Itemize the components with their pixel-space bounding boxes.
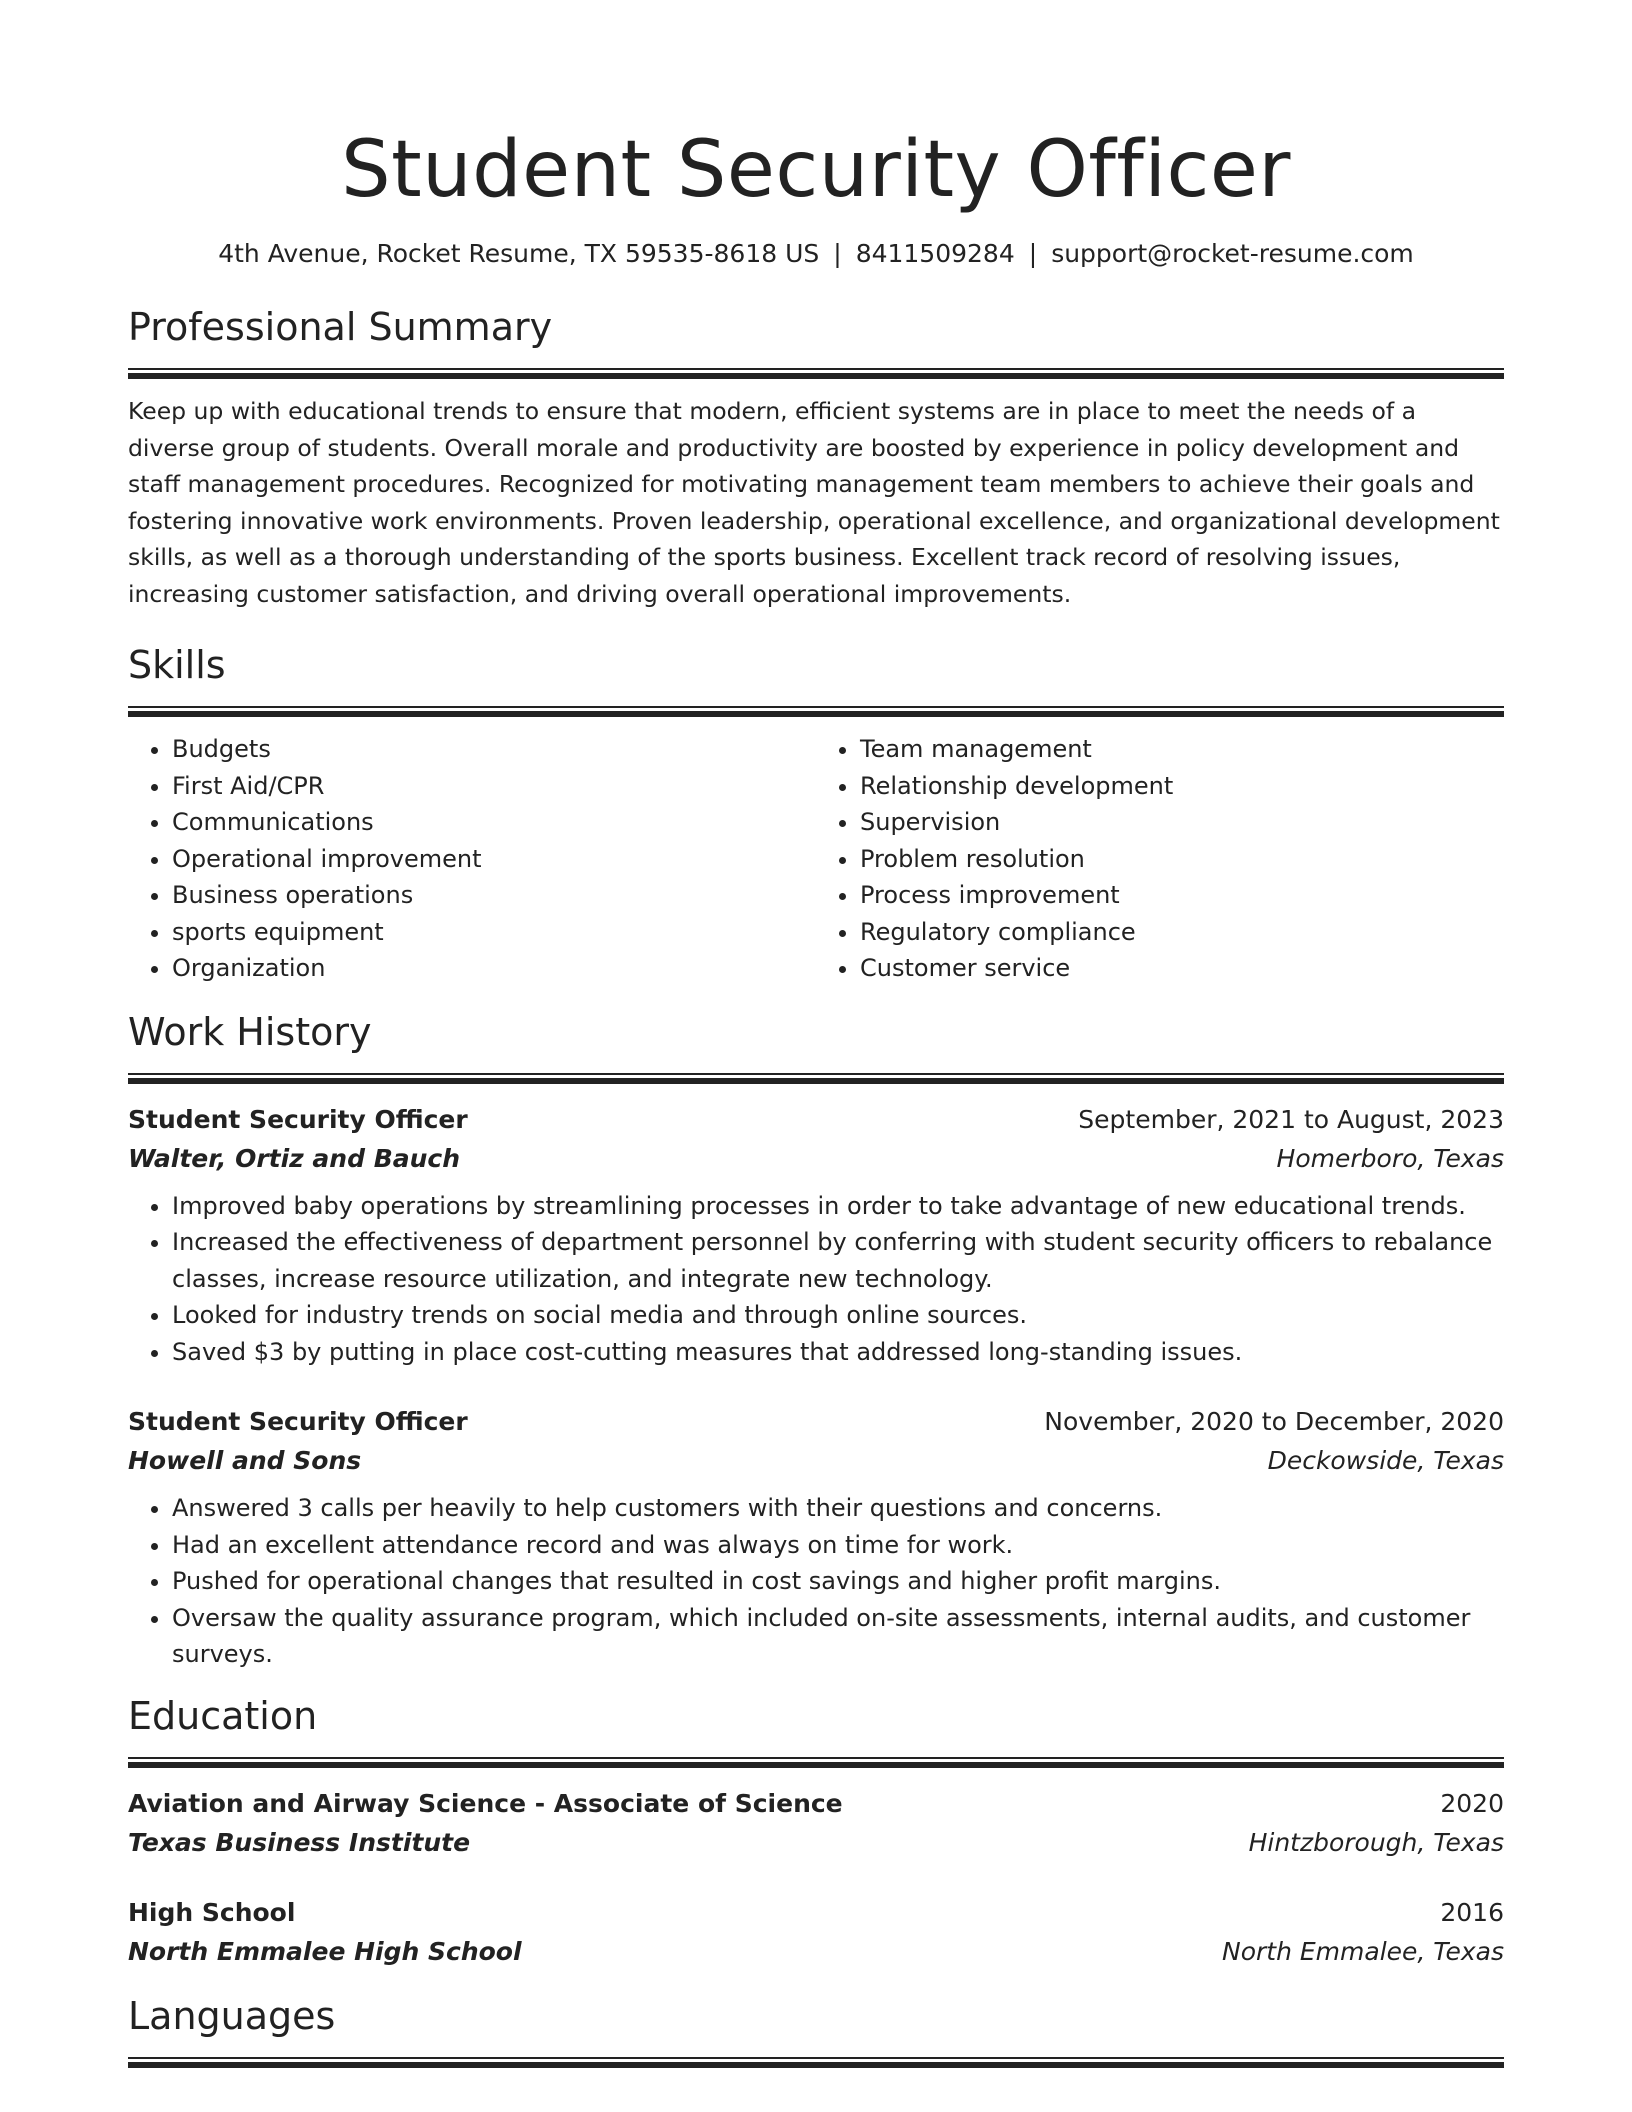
section-title-languages: Languages xyxy=(128,1993,336,2038)
skill-item: • Process improvement xyxy=(860,877,1504,914)
section-divider xyxy=(128,1757,1504,1768)
education-header-row xyxy=(128,1893,1504,1932)
job-bullet: • Looked for industry trends on social media and through online sources. xyxy=(172,1297,1504,1334)
job-company-row xyxy=(128,1139,1504,1178)
education-school-row xyxy=(128,1823,1504,1862)
education-degree: High School xyxy=(128,1897,296,1927)
job-bullet: • Increased the effectiveness of department personnel by conferring with student security officers to rebalance classes, increase resource utilization, and integrate new technology. xyxy=(172,1224,1504,1297)
education-year: 2020 xyxy=(1440,1788,1504,1818)
contact-separator: | xyxy=(833,239,842,268)
education-entry xyxy=(128,1893,1504,1971)
job-entry xyxy=(128,1402,1504,1673)
job-bullet: • Answered 3 calls per heavily to help customers with their questions and concerns. xyxy=(172,1490,1504,1527)
job-bullet: • Oversaw the quality assurance program, which included on-site assessments, internal audits, and customer surveys. xyxy=(172,1600,1504,1673)
education-degree: Aviation and Airway Science - Associate of Science xyxy=(128,1788,843,1818)
job-bullet: • Pushed for operational changes that resulted in cost savings and higher profit margins. xyxy=(172,1563,1504,1600)
job-company: Walter, Ortiz and Bauch xyxy=(128,1143,461,1173)
skill-item: • Organization xyxy=(172,950,816,987)
job-dates: November, 2020 to December, 2020 xyxy=(1044,1407,1504,1436)
skill-item: • First Aid/CPR xyxy=(172,768,816,805)
summary-section xyxy=(128,302,1504,612)
education-location: North Emmalee, Texas xyxy=(1222,1936,1504,1966)
job-entry xyxy=(128,1100,1504,1371)
section-title-skills: Skills xyxy=(128,643,226,687)
skills-list-left xyxy=(128,731,816,987)
job-company: Howell and Sons xyxy=(128,1446,362,1475)
skills-section xyxy=(128,640,1504,987)
job-header-row xyxy=(128,1402,1504,1441)
contact-line xyxy=(128,236,1504,272)
contact-address: 4th Avenue, Rocket Resume, TX 59535-8618 US xyxy=(218,239,820,268)
job-location: Homerboro, Texas xyxy=(1276,1143,1504,1173)
work-section xyxy=(128,1007,1504,1673)
section-title-summary: Professional Summary xyxy=(128,305,553,349)
section-title-work: Work History xyxy=(128,1009,372,1054)
skill-item: • Communications xyxy=(172,804,816,841)
skills-list-right xyxy=(816,731,1504,987)
section-divider xyxy=(128,1073,1504,1084)
skill-item: • Business operations xyxy=(172,877,816,914)
section-divider xyxy=(128,2057,1504,2068)
summary-text: Keep up with educational trends to ensure that modern, efficient systems are in place to meet the needs of a diverse group of students. Overall morale and productivity are boosted by experience in policy development and staff management procedures. Recognized for motivating management team members to achieve their goals and fostering innovative work environments. Proven leadership, operational excellence, and organizational development skills, as well as a thorough understanding of the sports business. Excellent track record of resolving issues, increasing customer satisfaction, and driving overall operational improvements. xyxy=(128,397,1500,608)
job-company-row xyxy=(128,1441,1504,1480)
section-divider xyxy=(128,368,1504,379)
skill-item: • Problem resolution xyxy=(860,841,1504,878)
education-school-row xyxy=(128,1932,1504,1971)
job-bullets xyxy=(128,1490,1504,1673)
job-header-row xyxy=(128,1100,1504,1139)
candidate-name: Student Security Officer xyxy=(341,125,1291,215)
education-year: 2016 xyxy=(1440,1897,1504,1927)
skill-item: • Relationship development xyxy=(860,768,1504,805)
job-location: Deckowside, Texas xyxy=(1267,1446,1504,1475)
skill-item: • Budgets xyxy=(172,731,816,768)
education-entry xyxy=(128,1784,1504,1862)
education-school: North Emmalee High School xyxy=(128,1936,522,1966)
languages-section xyxy=(128,1991,1504,2068)
skill-item: • Supervision xyxy=(860,804,1504,841)
job-bullet: • Saved $3 by putting in place cost-cutting measures that addressed long-standing issues. xyxy=(172,1334,1504,1371)
job-bullet: • Improved baby operations by streamlining processes in order to take advantage of new educational trends. xyxy=(172,1188,1504,1225)
job-role: Student Security Officer xyxy=(128,1104,468,1134)
section-divider xyxy=(128,706,1504,717)
contact-separator: | xyxy=(1028,239,1038,268)
skill-item: • Operational improvement xyxy=(172,841,816,878)
job-dates: September, 2021 to August, 2023 xyxy=(1078,1104,1504,1134)
education-school: Texas Business Institute xyxy=(128,1827,471,1857)
contact-email[interactable]: support@rocket-resume.com xyxy=(1051,239,1414,268)
section-title-education: Education xyxy=(128,1693,318,1738)
skill-item: • Customer service xyxy=(860,950,1504,987)
education-location: Hintzborough, Texas xyxy=(1248,1827,1504,1857)
resume-page xyxy=(128,0,1504,2068)
contact-phone: 8411509284 xyxy=(855,239,1015,268)
education-section xyxy=(128,1691,1504,1971)
skills-columns xyxy=(128,731,1504,987)
skill-item: • Team management xyxy=(860,731,1504,768)
education-header-row xyxy=(128,1784,1504,1823)
job-bullet: • Had an excellent attendance record and was always on time for work. xyxy=(172,1527,1504,1564)
skill-item: • Regulatory compliance xyxy=(860,914,1504,951)
skill-item: • sports equipment xyxy=(172,914,816,951)
job-bullets xyxy=(128,1188,1504,1371)
job-role: Student Security Officer xyxy=(128,1407,468,1436)
